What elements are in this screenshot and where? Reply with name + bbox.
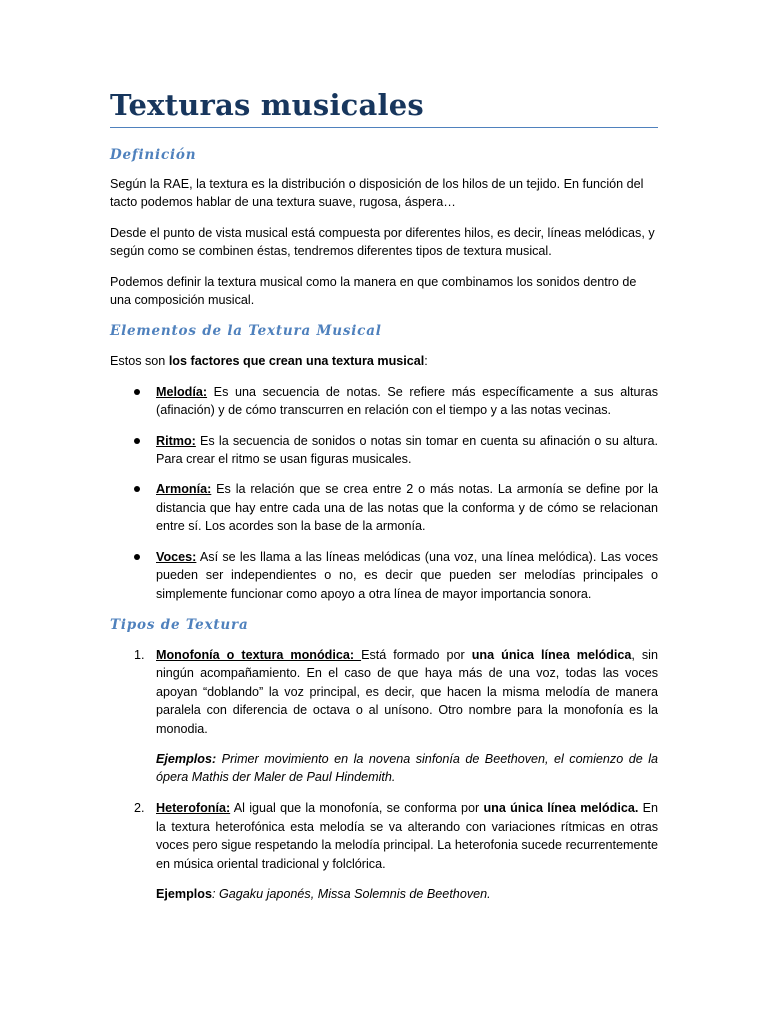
example-heterofonia <box>110 885 658 903</box>
example-text: : Gagaku japonés, Missa Solemnis de Beethoven. <box>212 886 491 901</box>
example-monofonia <box>110 750 658 787</box>
types-list-continued <box>110 799 658 873</box>
intro-colon: : <box>424 354 428 369</box>
list-item-armonia <box>110 480 658 535</box>
heterofonia-text-pre: Al igual que la monofonía, se conforma por <box>230 801 484 816</box>
list-number: 2. <box>134 801 145 816</box>
example-label: Ejemplos: <box>156 751 217 766</box>
list-item-heterofonia <box>110 799 658 873</box>
term-monofonia: Monofonía o textura monódica: <box>156 647 362 662</box>
page-title: Texturas musicales <box>110 86 658 128</box>
heading-definicion: Definición <box>110 147 197 163</box>
bullet-icon <box>134 554 140 560</box>
heterofonia-text-bold: una única línea melódica. <box>483 801 639 816</box>
example-label: Ejemplos <box>156 886 212 901</box>
intro-bold-text: los factores que crean una textura musical <box>168 354 425 369</box>
list-item-ritmo <box>110 432 658 469</box>
list-item-monofonia <box>110 646 658 738</box>
term-heterofonia: Heterofonía: <box>156 801 231 816</box>
monofonia-text-post: , sin ningún acompañamiento. En el caso de que haya más de una voz, todas las voces apoyan “doblando” la voz principal, es decir, que hacen la misma melodía de manera paralela con diferencia de octava o al unísono. Otro nombre para la monofonía es la monodia. <box>156 647 658 736</box>
term-armonia: Armonía: <box>156 482 212 497</box>
list-item-melodia <box>110 383 658 420</box>
bullet-icon <box>134 486 140 492</box>
heterofonia-text-post: En la textura heterofónica esta melodía se va alterando con variaciones rítmicas en otras voces pero sigue respetando la melodía principal. La heterofonia sucede recurrentemente en música oriental tradicional y folclórica. <box>156 801 658 871</box>
bullet-icon <box>134 389 140 395</box>
monofonia-text-pre: Está formado por <box>361 647 472 662</box>
monofonia-text-bold: una única línea melódica <box>471 647 632 662</box>
example-text: Primer movimiento en la novena sinfonía de Beethoven, el comienzo de la ópera Mathis der Maler de Paul Hindemith. <box>156 751 658 785</box>
term-ritmo: Ritmo: <box>156 433 196 448</box>
term-voces: Voces: <box>156 549 197 564</box>
paragraph-definicion-3: Podemos definir la textura musical como la manera en que combinamos los sonidos dentro de una composición musical. <box>110 274 637 308</box>
definition-ritmo: Es la secuencia de sonidos o notas sin tomar en cuenta su afinación o su altura. Para crear el ritmo se usan figuras musicales. <box>156 433 658 467</box>
paragraph-definicion-1: Según la RAE, la textura es la distribución o disposición de los hilos de un tejido. En función del tacto podemos hablar de una textura suave, rugosa, áspera… <box>110 177 644 210</box>
elements-list <box>110 383 658 603</box>
paragraph-definicion-2: Desde el punto de vista musical está compuesta por diferentes hilos, es decir, líneas melódicas, y según como se combinen éstas, tendremos diferentes tipos de textura musical. <box>110 225 655 259</box>
intro-text: Estos son <box>110 354 169 369</box>
definition-melodia: Es una secuencia de notas. Se refiere más específicamente a sus alturas (afinación) y de cómo transcurren en relación con el tiempo y a las notas vecinas. <box>156 384 658 418</box>
types-list <box>110 646 658 738</box>
bullet-icon <box>134 438 140 444</box>
list-number: 1. <box>134 647 145 662</box>
list-item-voces <box>110 548 658 603</box>
heading-tipos: Tipos de Textura <box>110 616 249 633</box>
term-melodia: Melodía: <box>156 384 208 399</box>
definition-armonia: Es la relación que se crea entre 2 o más notas. La armonía se define por la distancia que hay entre cada una de las notas que la conforma y de cómo se relacionan entre sí. Los acordes son la base de la armonía. <box>156 482 658 534</box>
paragraph-elementos-intro <box>110 352 658 370</box>
heading-elementos: Elementos de la Textura Musical <box>110 323 382 340</box>
definition-voces: Así se les llama a las líneas melódicas (una voz, una línea melódica). Las voces pueden ser independientes o no, es decir que pueden ser melodías principales o simplemente funcionar como apoyo a otra línea de mayor importancia sonora. <box>156 549 658 601</box>
